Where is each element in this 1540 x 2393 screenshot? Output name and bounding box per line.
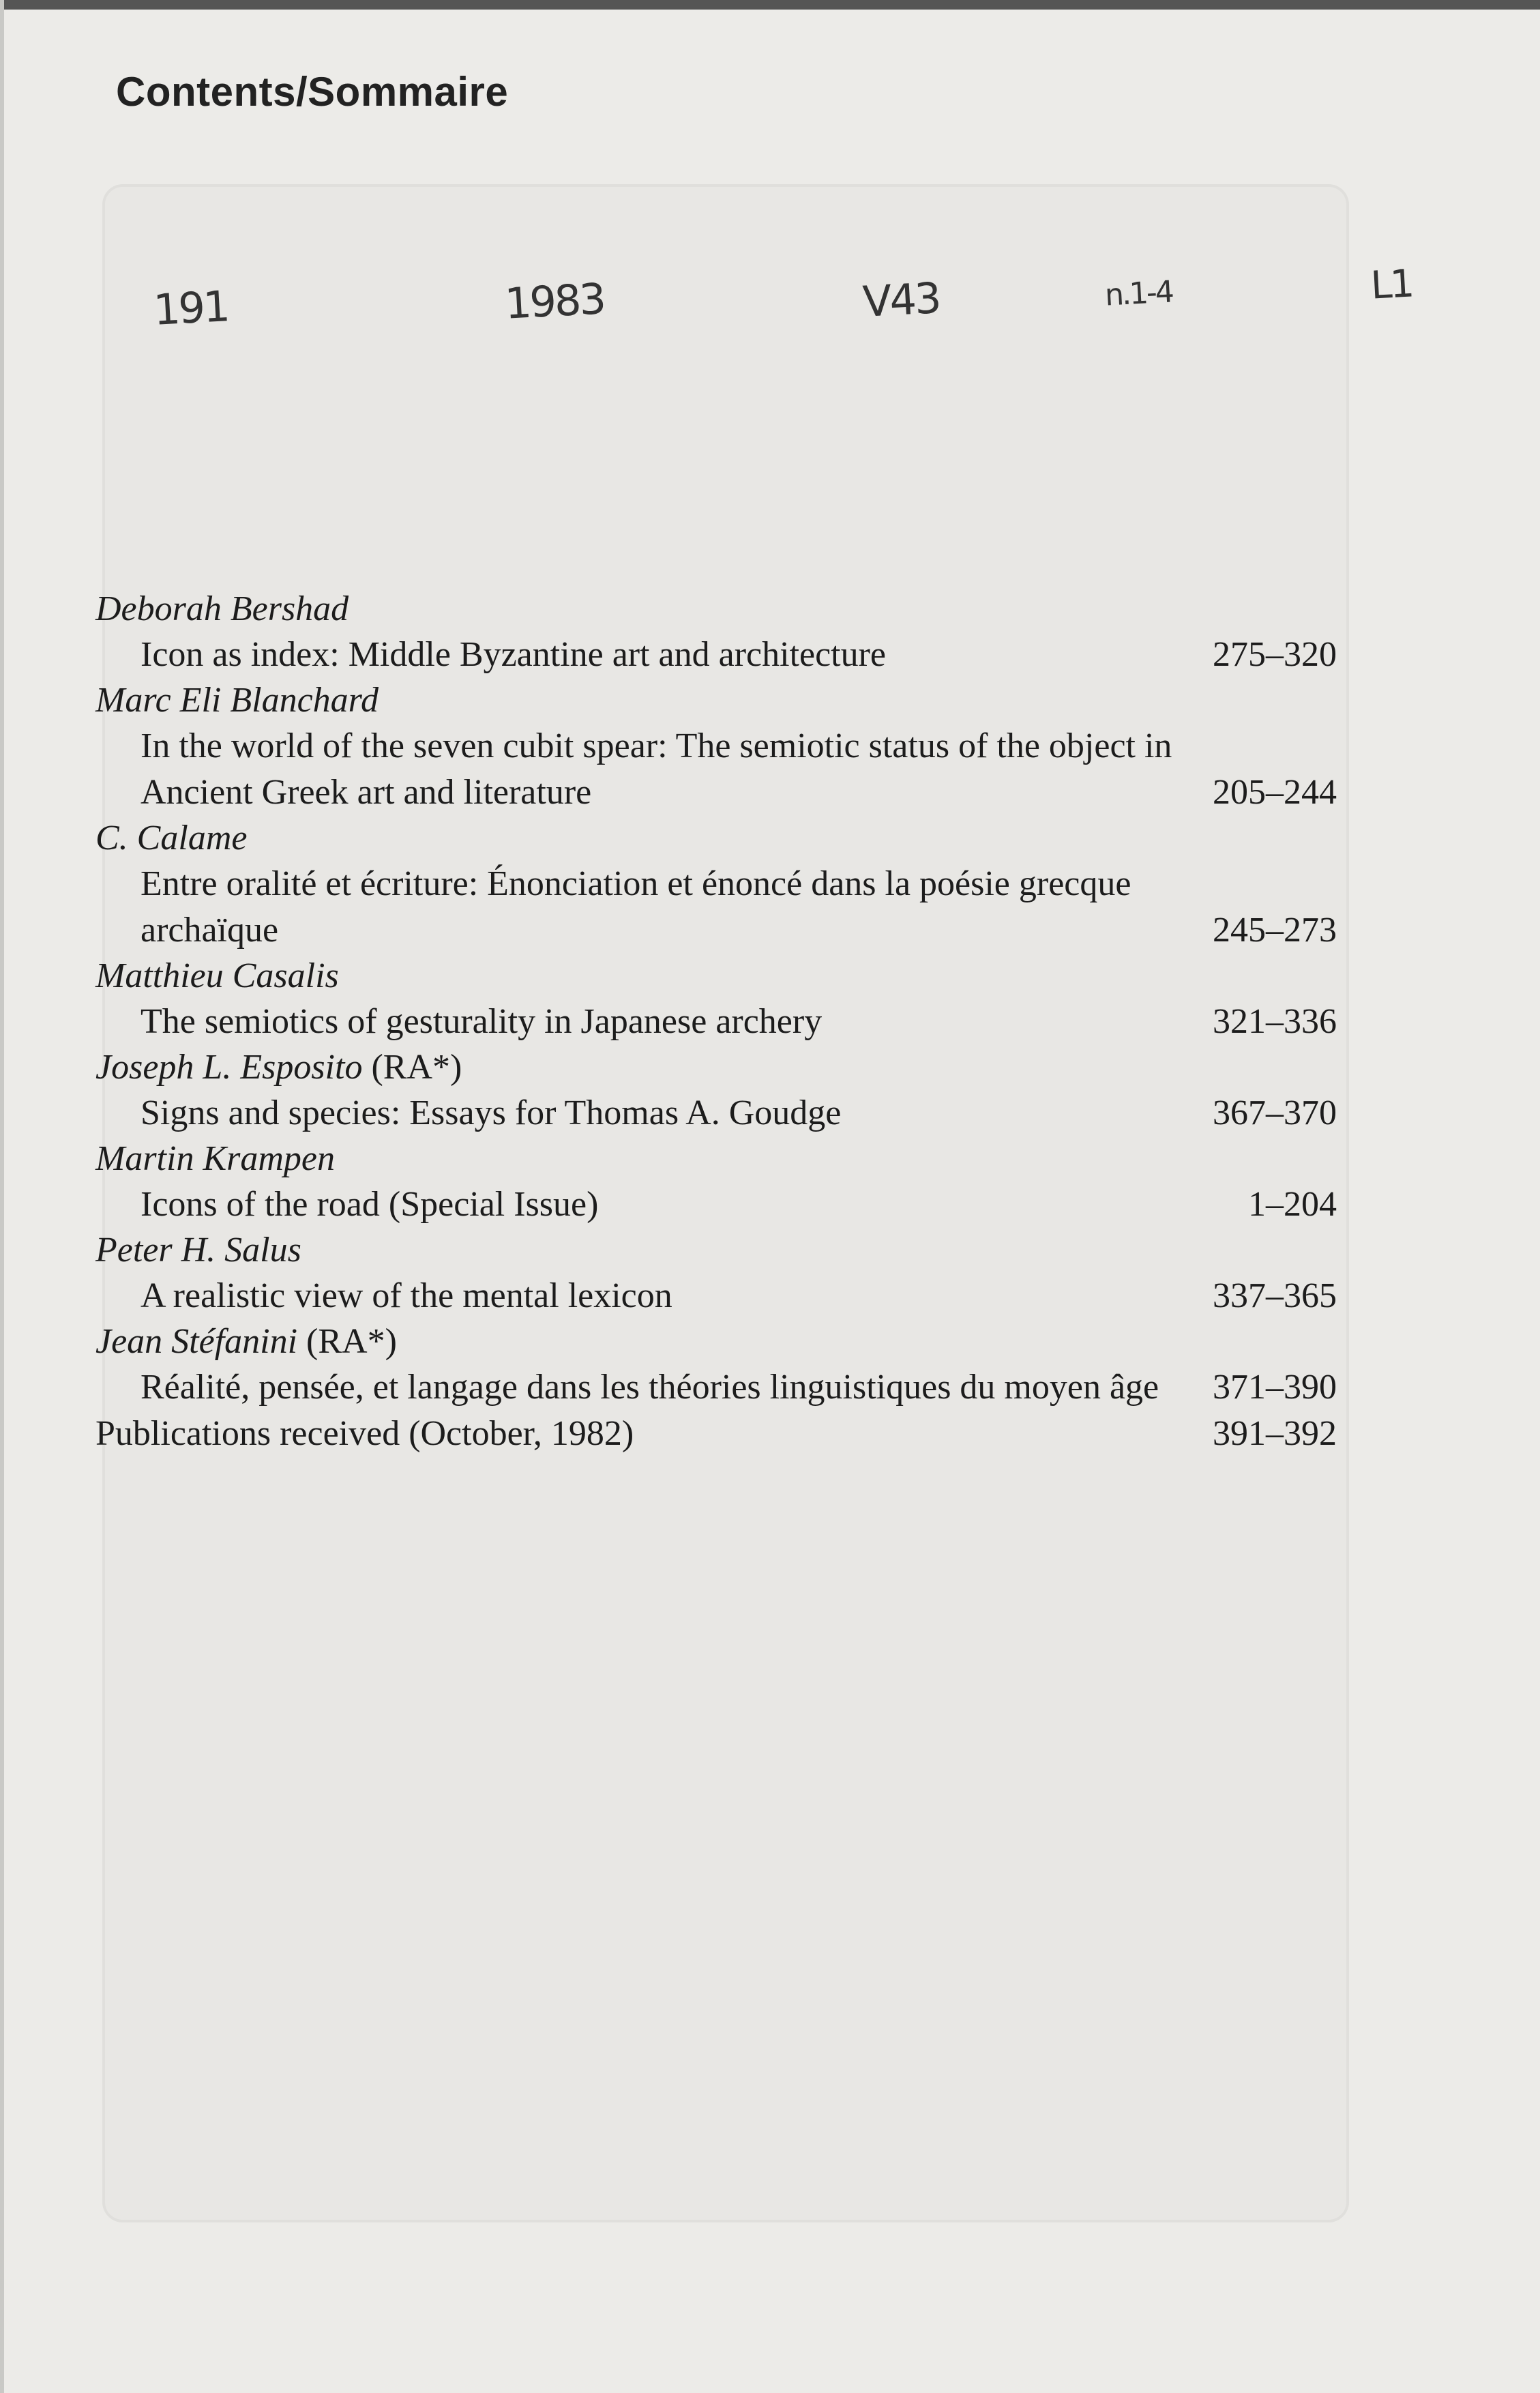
toc-entry <box>95 816 1337 954</box>
entry-title-row <box>95 861 1337 954</box>
entry-author: Peter H. Salus <box>95 1231 301 1269</box>
handwritten-annotations <box>0 261 1540 351</box>
entry-title: Entre oralité et écriture: Énonciation et énoncé dans la poésie grecque archaïque <box>140 864 1131 950</box>
entry-pages: 321–336 <box>1213 1002 1337 1041</box>
entry-author: Joseph L. Esposito (RA*) <box>95 1048 462 1087</box>
handwritten-note: 191 <box>152 281 230 335</box>
publications-received-row <box>95 1411 1337 1457</box>
handwritten-note: n.1-4 <box>1104 274 1174 313</box>
entry-title-row <box>95 723 1337 816</box>
publications-received-pages: 391–392 <box>1213 1414 1337 1453</box>
toc-entry <box>95 1045 1337 1136</box>
entry-pages: 367–370 <box>1213 1093 1337 1132</box>
entry-title: A realistic view of the mental lexicon <box>140 1276 672 1315</box>
handwritten-note: L1 <box>1369 261 1414 308</box>
toc-entry <box>95 1319 1337 1411</box>
entry-title-row <box>95 632 1337 678</box>
entry-title-row <box>95 1090 1337 1136</box>
entry-author: Deborah Bershad <box>95 589 349 628</box>
publications-received-label: Publications received (October, 1982) <box>95 1414 634 1453</box>
toc-entry <box>95 678 1337 816</box>
handwritten-note: 1983 <box>503 274 606 329</box>
entry-pages: 337–365 <box>1213 1276 1337 1315</box>
entry-title: Signs and species: Essays for Thomas A. Goudge <box>140 1093 842 1132</box>
handwritten-note: V43 <box>861 273 941 327</box>
scan-left-edge <box>0 0 4 2393</box>
entry-pages: 275–320 <box>1213 635 1337 674</box>
entry-title-row <box>95 999 1337 1045</box>
toc-entry <box>95 1228 1337 1319</box>
entry-title: Icons of the road (Special Issue) <box>140 1185 599 1224</box>
entry-title-row <box>95 1273 1337 1319</box>
entry-title-row <box>95 1181 1337 1228</box>
toc-entry <box>95 954 1337 1045</box>
toc-entry <box>95 587 1337 678</box>
entry-pages: 205–244 <box>1213 773 1337 812</box>
scan-top-edge <box>0 0 1540 10</box>
entry-author: C. Calame <box>95 819 248 857</box>
toc-entry <box>95 1136 1337 1228</box>
entry-pages: 245–273 <box>1213 911 1337 950</box>
entry-pages: 1–204 <box>1248 1185 1337 1224</box>
entry-pages: 371–390 <box>1213 1368 1337 1407</box>
table-of-contents <box>95 587 1337 1457</box>
entry-title: The semiotics of gesturality in Japanese archery <box>140 1002 823 1041</box>
entry-title: Réalité, pensée, et langage dans les théories linguistiques du moyen âge <box>140 1368 1159 1407</box>
entry-title: Icon as index: Middle Byzantine art and architecture <box>140 635 887 674</box>
entry-title: In the world of the seven cubit spear: The semiotic status of the object in Ancient Greek art and literature <box>140 726 1172 812</box>
page-heading: Contents/Sommaire <box>116 69 509 115</box>
entry-author: Martin Krampen <box>95 1139 335 1178</box>
entry-author: Matthieu Casalis <box>95 956 339 995</box>
entry-author: Jean Stéfanini (RA*) <box>95 1322 397 1361</box>
entry-author: Marc Eli Blanchard <box>95 681 379 720</box>
entry-title-row <box>95 1364 1337 1411</box>
